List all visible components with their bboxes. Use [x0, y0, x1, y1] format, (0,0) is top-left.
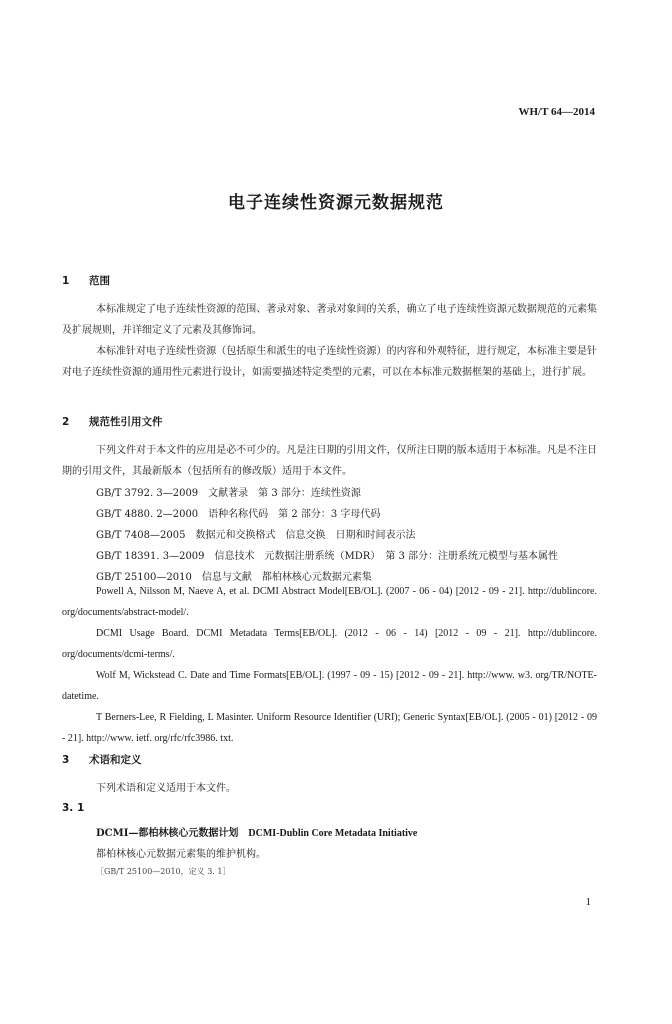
section-title: 范围	[89, 275, 110, 287]
section-number: 2	[62, 416, 70, 428]
section-title: 规范性引用文件	[89, 416, 163, 428]
paragraph: 本标准规定了电子连续性资源的范围、著录对象、著录对象间的关系，确立了电子连续性资源元数据规范的元素集及扩展规则，并详细定义了元素及其修饰词。	[62, 304, 597, 336]
page-title: 电子连续性资源元数据规范	[228, 193, 444, 213]
section-title: 术语和定义	[89, 754, 142, 766]
standard-ref: GB/T 7408—2005 数据元和交换格式 信息交换 日期和时间表示法	[96, 530, 416, 541]
section-3-intro: 下列术语和定义适用于本文件。	[96, 783, 236, 794]
section-number: 1	[62, 275, 70, 287]
section-2-intro	[62, 440, 597, 482]
standard-ref: GB/T 18391. 3—2009 信息技术 元数据注册系统（MDR） 第 3 部分：注册系统元模型与基本属性	[96, 551, 559, 562]
term-en: DCMI-Dublin Core Metadata Initiative	[248, 828, 418, 839]
reference-item: Wolf M, Wickstead C. Date and Time Formats[EB/OL]. (1997 - 09 - 15) [2012 - 09 - 21]. http://www. w3. org/TR/NOTE-datetime.	[62, 670, 597, 702]
reference-list	[62, 581, 597, 749]
term-zh: DCMI—都柏林核心元数据计划	[96, 828, 239, 839]
section-2-heading	[62, 414, 163, 429]
reference-item: DCMI Usage Board. DCMI Metadata Terms[EB/OL]. (2012 - 06 - 14) [2012 - 09 - 21]. http://dublincore. org/documents/dcmi-terms/.	[62, 628, 597, 660]
section-number: 3	[62, 754, 70, 766]
term-number	[62, 802, 84, 814]
page-number: 1	[585, 896, 591, 908]
term-definition: 都柏林核心元数据元素集的维护机构。	[96, 849, 266, 860]
term-source: ［GB/T 25100—2010，定义 3. 1］	[96, 867, 231, 876]
reference-item: Powell A, Nilsson M, Naeve A, et al. DCMI Abstract Model[EB/OL]. (2007 - 06 - 04) [2012 - 09 - 21]. http://dublincore. org/documents/abstract-model/.	[62, 586, 597, 618]
paragraph: 本标准针对电子连续性资源（包括原生和派生的电子连续性资源）的内容和外观特征，进行规定，本标准主要是针对电子连续性资源的通用性元素进行设计，如需要描述特定类型的元素，可以在本标准元数据框架的基础上，进行扩展。	[62, 346, 597, 378]
section-1-body	[62, 299, 597, 383]
standard-ref: GB/T 3792. 3—2009 文献著录 第 3 部分：连续性资源	[96, 488, 361, 499]
paragraph: 下列文件对于本文件的应用是必不可少的。凡是注日期的引用文件，仅所注日期的版本适用于本标准。凡是不注日期的引用文件，其最新版本（包括所有的修改版）适用于本文件。	[62, 445, 597, 477]
section-3-heading	[62, 752, 142, 767]
term-number-text: 3. 1	[62, 802, 85, 814]
standard-ref: GB/T 4880. 2—2000 语种名称代码 第 2 部分：3 字母代码	[96, 509, 381, 520]
standard-id: WH/T 64—2014	[518, 106, 595, 118]
standard-ref: GB/T 25100—2010 信息与文献 都柏林核心元数据元素集	[96, 572, 372, 583]
reference-item: T Berners-Lee, R Fielding, L Masinter. Uniform Resource Identifier (URI); Generic Syntax[EB/OL]. (2005 - 01) [2012 - 09 - 21]. http://www. ietf. org/rfc/rfc3986. txt.	[62, 712, 597, 744]
section-1-heading	[62, 273, 110, 288]
term-heading	[96, 824, 417, 839]
